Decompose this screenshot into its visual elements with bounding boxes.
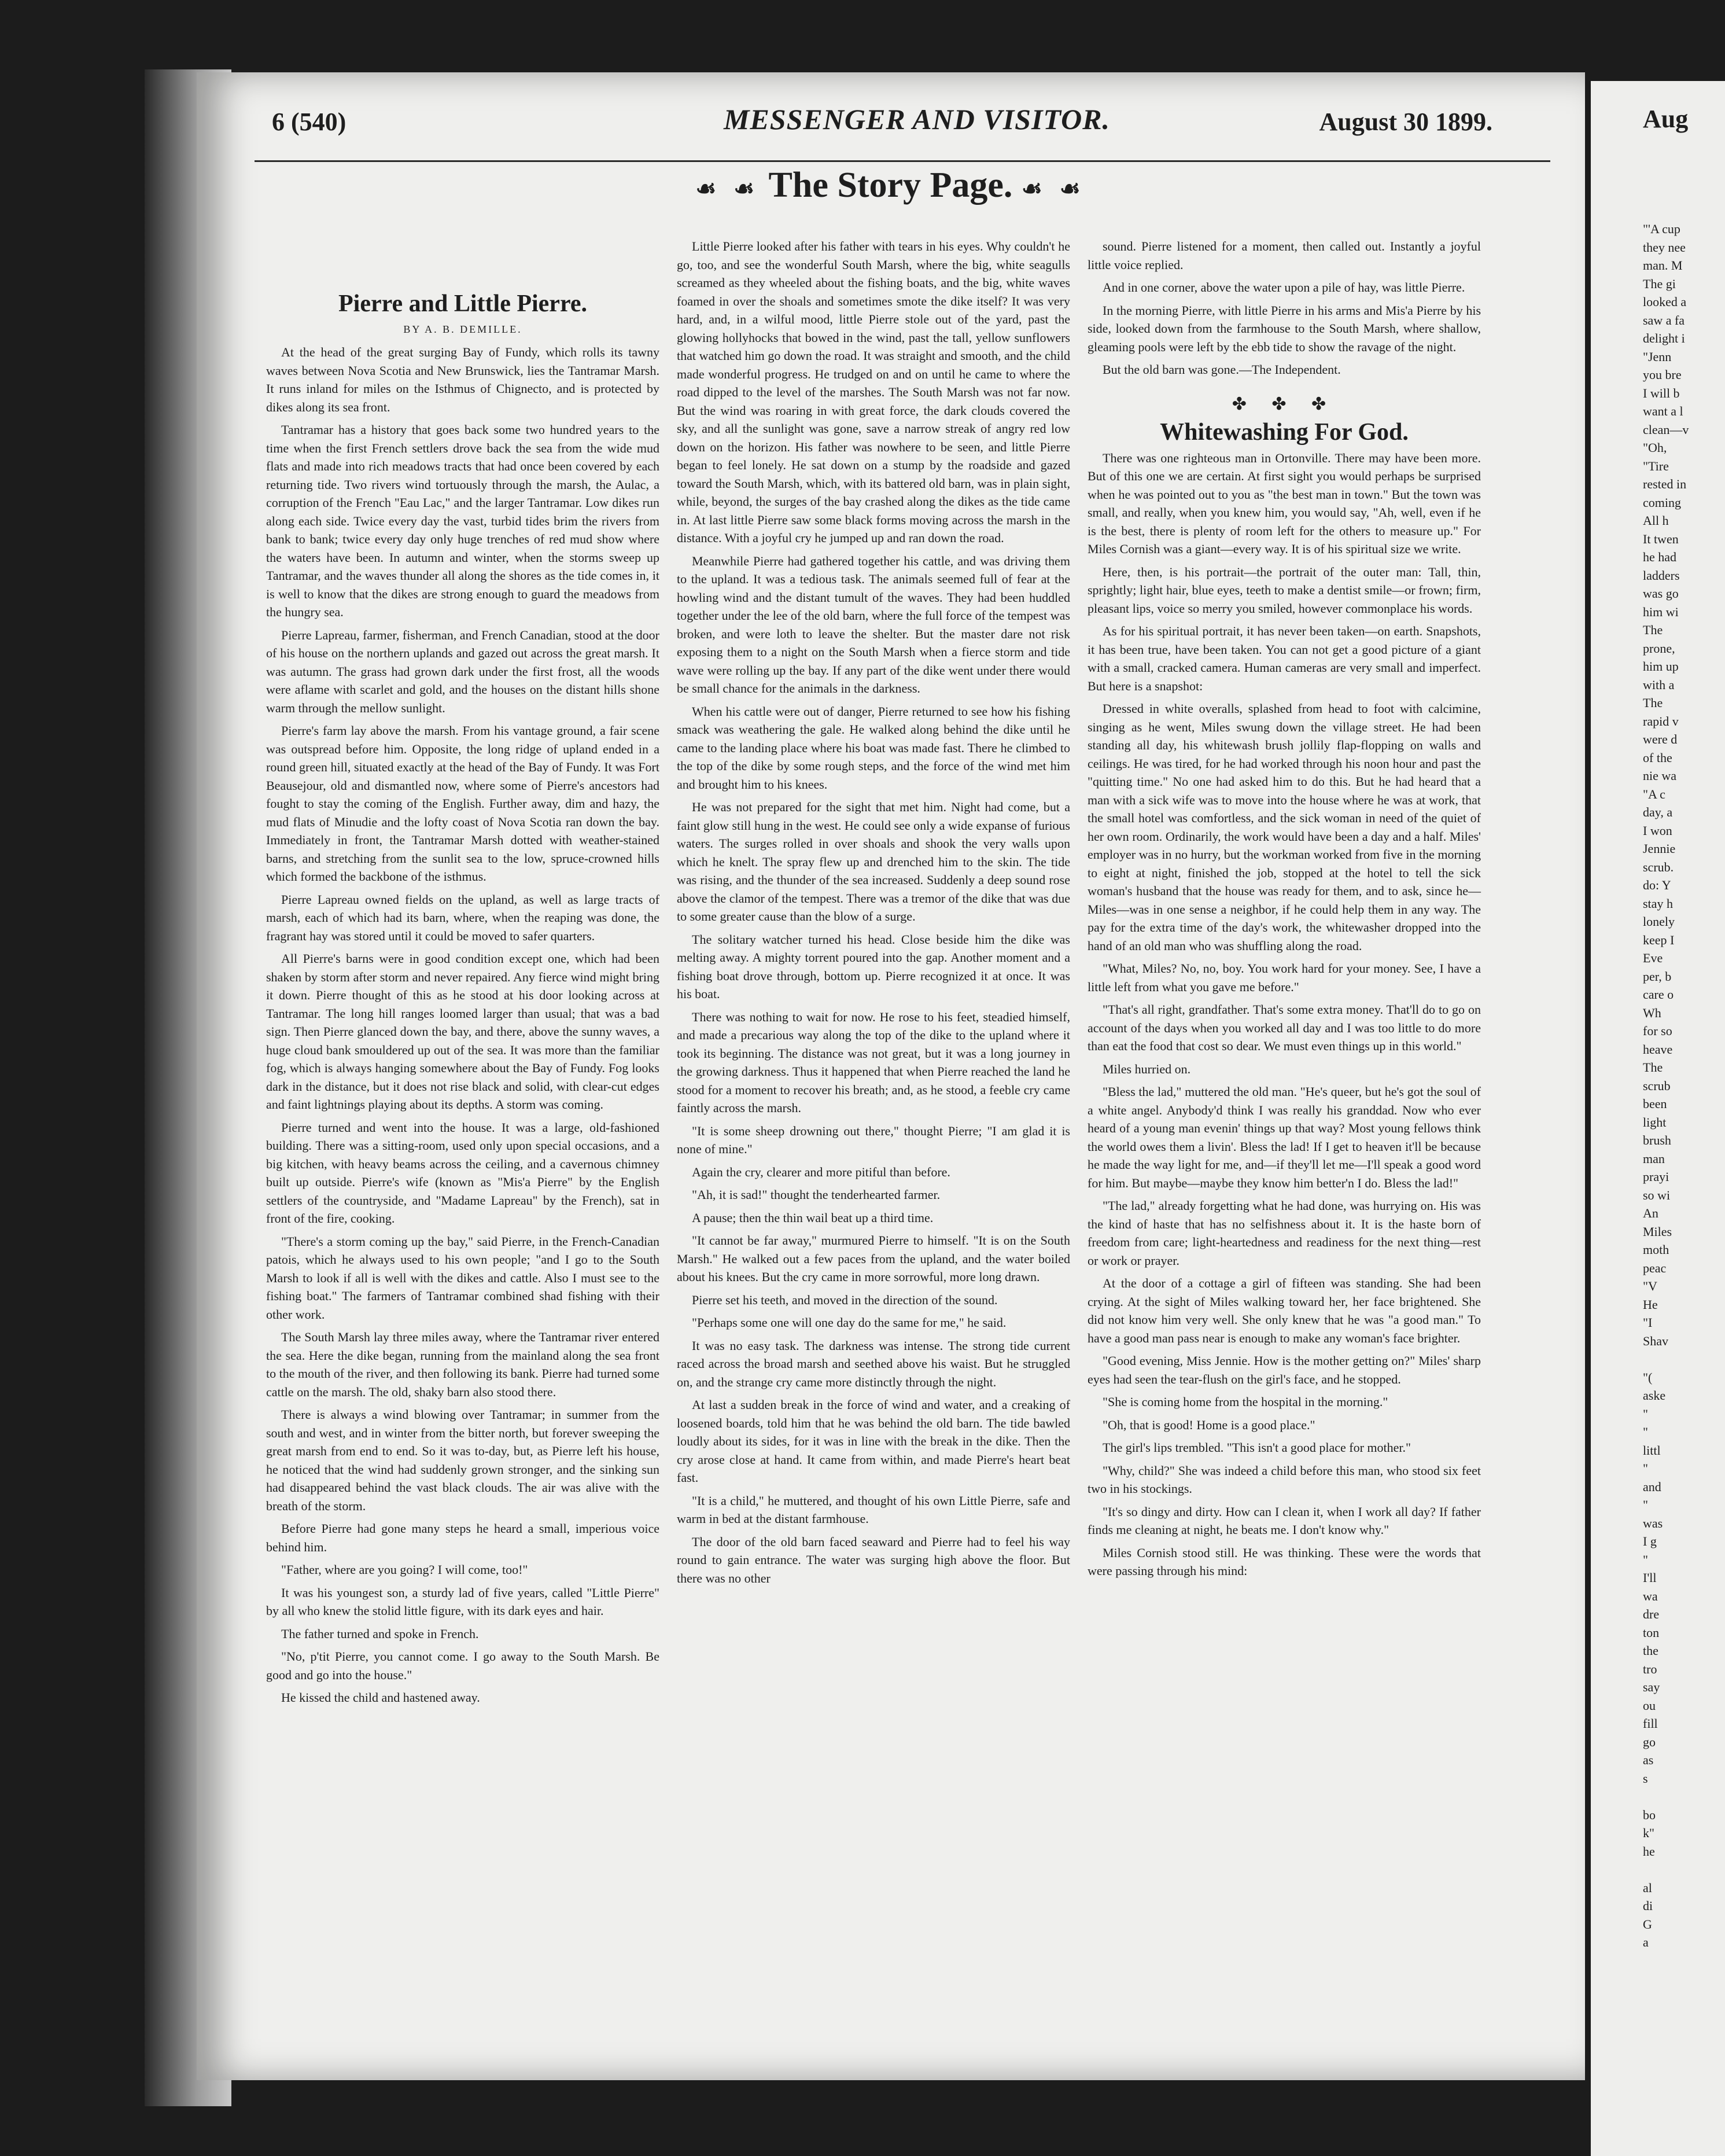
next-page-line: Wh: [1643, 1005, 1661, 1020]
paragraph: And in one corner, above the water upon a pile of hay, was little Pierre.: [1103, 280, 1465, 295]
column-1: [266, 237, 659, 1712]
next-page-line: they nee: [1643, 240, 1686, 255]
paragraph: Pierre turned and went into the house. It was a large, old-fashioned building. There was a sitting-room, used only upon special occasions, and a big kitchen, with heavy beams across the ceiling, and a cavernous chimney built up outside. Pierre's wife (known as "Mis'a Pierre" by the English settlers of the countryside, and "Madame Lapreau" by the French), sat in front of the fire, cooking.: [266, 1120, 659, 1226]
next-page-text: [1643, 220, 1724, 1952]
next-page-line: fill: [1643, 1716, 1658, 1731]
paragraph: "Bless the lad," muttered the old man. "He's queer, but he's got the soul of a white angel. Anybody'd think I was really his granddad. Now who ever heard of a young man evenin' things up that way? Most young fellows think the world owes them a livin'. Bless the lad! If I get to heaven it'll be because he made the way light for me, and—if they'll let me—I'll speak a good word for him. But maybe—maybe they know him better'n I do. Bless the lad!": [1088, 1084, 1481, 1190]
next-page-line: nie wa: [1643, 768, 1677, 783]
column-2: [677, 237, 1070, 1592]
paragraph: The father turned and spoke in French.: [281, 1626, 479, 1641]
paragraph: At last a sudden break in the force of wind and water, and a creaking of loosened boards, told him that he was behind the old barn. The tide bawled loudly about its sides, for it was in line with the break in the dike. Then the cry arose close at hand. It came from within, and made Pierre's heart beat fast.: [677, 1397, 1070, 1485]
next-page-line: ton: [1643, 1625, 1660, 1640]
next-page-line: ": [1643, 1498, 1648, 1512]
issue-date: August 30 1899.: [1319, 108, 1492, 136]
paragraph: Pierre's farm lay above the marsh. From his vantage ground, a fair scene was outspread before him. Opposite, the long ridge of upland ended in a round green hill, situated exactly at the head of the Bay of Fundy. It was Fort Beausejour, old and dismantled now, where some of Pierre's ancestors had fought to stay the coming of the English. Further away, dim and hazy, the mud flats of Minudie and the lofty coast of Nova Scotia ran down the bay. Immediately in front, the Tantramar Marsh dotted with weather-stained barns, and stretching from the sunlit sea to the low, spruce-crowned hills which formed the backbone of the isthmus.: [266, 723, 659, 884]
next-page-line: k": [1643, 1826, 1654, 1840]
next-page-line: looked a: [1643, 295, 1687, 309]
next-page-line: scrub: [1643, 1078, 1671, 1093]
next-page-line: and: [1643, 1479, 1661, 1494]
next-page-line: "Tire: [1643, 458, 1669, 473]
paragraph: The door of the old barn faced seaward and Pierre had to feel his way round to gain entrance. The water was surging high above the floor. But there was no other: [677, 1534, 1070, 1585]
next-page-line: was go: [1643, 586, 1679, 601]
next-page-line: "I: [1643, 1315, 1653, 1330]
next-page-line: light: [1643, 1114, 1667, 1129]
next-page-line: ": [1643, 1425, 1648, 1439]
next-page-line: rested in: [1643, 477, 1687, 491]
next-page-line: man: [1643, 1151, 1665, 1166]
next-page-line: The: [1643, 696, 1663, 710]
paragraph: Pierre set his teeth, and moved in the direction of the sound.: [692, 1292, 998, 1307]
section-divider: ✤ ✤ ✤: [1232, 394, 1337, 414]
section-title: [197, 165, 1585, 206]
next-page-line: "V: [1643, 1279, 1657, 1293]
paragraph: He kissed the child and hastened away.: [281, 1690, 480, 1705]
masthead: [272, 84, 1562, 171]
paragraph: At the door of a cottage a girl of fifteen was standing. She had been crying. At the sight of Miles walking toward her, her face brightened. She did not know him very well. She only knew that he was "a good man." To have a good man pass near is enough to make any woman's face brighter.: [1088, 1276, 1481, 1345]
next-page-line: of the: [1643, 750, 1672, 765]
next-page-edge: [1591, 81, 1725, 2156]
next-page-line: he had: [1643, 550, 1677, 564]
paragraph: He was not prepared for the sight that met him. Night had come, but a faint glow still hung in the west. He could see only a wide expanse of furious waters. The surges rolled in over shoals and shook the very walls upon which he knelt. The spray flew up and drenched him to the skin. The tide was rising, and the thunder of the sea increased. Suddenly a deep sound rose above the clamor of the tempest. There was a tremor of the dike that was due to some greater cause than the blow of a surge.: [677, 800, 1070, 924]
article-byline: BY A. B. DEMILLE.: [403, 323, 522, 335]
paragraph: "It is a child," he muttered, and thought of his own Little Pierre, safe and warm in bed at the distant farmhouse.: [677, 1493, 1070, 1526]
next-page-line: Miles: [1643, 1224, 1672, 1239]
paragraph: As for his spiritual portrait, it has never been taken—on earth. Snapshots, it has been true, have been taken. You can not get a good picture of a giant with a small, cracked camera. Human cameras are very small and imperfect. But here is a snapshot:: [1088, 624, 1481, 693]
header-rule: [255, 160, 1550, 162]
paragraph: "Father, where are you going? I will come, too!": [281, 1562, 528, 1577]
next-page-line: moth: [1643, 1242, 1669, 1257]
next-page-line: prone,: [1643, 641, 1675, 656]
next-page-line: was: [1643, 1515, 1663, 1530]
next-page-line: stay h: [1643, 896, 1673, 911]
paragraph: There was nothing to wait for now. He rose to his feet, steadied himself, and made a precarious way along the top of the dike to the upland where it took its beginning. The distance was not great, but it was a long journey in the growing darkness. Thus it happened that when Pierre reached the land he stood for a moment to recover his breath; and, as he stood, a feeble cry came faintly across the marsh.: [677, 1009, 1070, 1115]
next-page-line: littl: [1643, 1443, 1661, 1458]
next-page-line: he: [1643, 1844, 1655, 1859]
paragraph: "What, Miles? No, no, boy. You work hard for your money. See, I have a little left from what you gave me before.": [1088, 961, 1481, 994]
next-page-line: as: [1643, 1753, 1654, 1767]
next-page-line: Eve: [1643, 951, 1663, 965]
next-page-line: All h: [1643, 513, 1669, 528]
paragraph: Little Pierre looked after his father with tears in his eyes. Why couldn't he go, too, and see the wonderful South Marsh, where the big, white seagulls screamed as they wheeled about the fishing boats, and the big, white waves foamed in over the shoals and sometimes smote the dike itself? It was very hard, and, in a wilful mood, little Pierre stole out of the yard, past the glowing hollyhocks that bowed in the wind, past the tall, yellow sunflowers that watched him go down the road. It was straight and smooth, and the child made wonderful progress. He trudged on and on until he came to where the road dipped to the level of the marshes. The South Marsh was not far now. But the wind was roaring in with great force, the dark clouds covered the sky, and all the sunlight was gone, save a narrow streak of angry red low down on the horizon. His father was nowhere to be seen, and little Pierre began to feel lonely. He sat down on a stump by the roadside and gazed toward the South Marsh, which, with its battered old barn, was in plain sight, while, beyond, the surges of the bay crashed along the dikes as the tide came in. At last little Pierre saw some black forms moving across the marsh in the distance. With a joyful cry he jumped up and ran down the road.: [677, 239, 1070, 545]
next-page-line: ": [1643, 1406, 1648, 1421]
newspaper-page: [197, 72, 1585, 2080]
leaf-ornament-icon: ☙ ☙: [1021, 175, 1086, 202]
next-page-line: do: Y: [1643, 878, 1671, 892]
paragraph: When his cattle were out of danger, Pierre returned to see how his fishing smack was weathering the gale. He walked along behind the dike until he came to the landing place where his boat was made fast. There he climbed to the top of the dike by some rough steps, and the force of the wind met him and brought him to his knees.: [677, 704, 1070, 792]
paragraph: Before Pierre had gone many steps he heard a small, imperious voice behind him.: [266, 1521, 659, 1554]
next-page-line: G: [1643, 1916, 1652, 1931]
next-page-line: [1643, 1350, 1724, 1368]
paragraph: "Why, child?" She was indeed a child before this man, who stood six feet two in his stockings.: [1088, 1463, 1481, 1496]
next-page-line: s: [1643, 1771, 1648, 1786]
article-title: Pierre and Little Pierre.: [338, 290, 587, 317]
next-page-line: The: [1643, 1060, 1663, 1075]
next-page-line: heave: [1643, 1042, 1673, 1057]
next-page-line: with a: [1643, 677, 1675, 692]
next-page-line: ": [1643, 1461, 1648, 1476]
section-title-text: The Story Page.: [768, 165, 1013, 205]
next-page-line: peac: [1643, 1260, 1667, 1275]
paragraph: Pierre Lapreau, farmer, fisherman, and French Canadian, stood at the door of his house on the northern uplands and gazed out across the great marsh. It was autumn. The grass had grown dark under the first frost, all the woods were aflame with scarlet and gold, and the houses on the distant hills shone warm through the mellow sunlight.: [266, 627, 659, 715]
next-page-line: were d: [1643, 732, 1678, 746]
next-page-line: tro: [1643, 1661, 1657, 1676]
paragraph: "That's all right, grandfather. That's some extra money. That'll do to go on account of the days when you worked all day and I was too little to do more than eat the food that cost so dear. We must even things up in this world.": [1088, 1002, 1481, 1053]
next-page-line: al: [1643, 1880, 1652, 1895]
paragraph: "Perhaps some one will one day do the same for me," he said.: [692, 1315, 1007, 1330]
publication-title: MESSENGER AND VISITOR.: [723, 103, 1111, 135]
next-page-line: a: [1643, 1935, 1649, 1949]
next-page-line: clean—v: [1643, 422, 1689, 437]
paragraph: "There's a storm coming up the bay," said Pierre, in the French-Canadian patois, which he always used to his own people; "and I go to the South Marsh to look if all is well with the dikes and cattle. Also I must see to the fishing boat." The farmers of Tantramar combined shad fishing with their other work.: [266, 1234, 659, 1322]
next-page-line: I'll: [1643, 1570, 1657, 1585]
paragraph: Dressed in white overalls, splashed from head to foot with calcimine, singing as he went, Miles swung down the village street. He had been standing all day, his whitewash brush jollily flap-flopping on walls and ceilings. He was tired, for he had worked through his noon hour and past the "quitting time." No one had asked him to do this. But he had heard that a man with a sick wife was to move into the house where he was at work, that the small hotel was comfortless, and the sick woman in need of the quiet of her own room. Ordinarily, the work would have been a day and a half. Miles' employer was in no hurry, but the workman worked from five in the morning to eight at night, finished the job, stopped at the hotel to tell the sick woman's husband that the house was ready for them, and to ask, since he—Miles—was in one sense a neighbor, if he could help them in any way. The pay for the extra time of the day's work, the whitewasher dropped into the hand of an old man who was shuffling along the road.: [1088, 701, 1481, 953]
next-page-line: di: [1643, 1899, 1653, 1913]
next-page-line: brush: [1643, 1133, 1671, 1147]
next-page-line: you bre: [1643, 367, 1682, 382]
paragraph: Again the cry, clearer and more pitiful than before.: [692, 1164, 950, 1179]
paragraph: The girl's lips trembled. "This isn't a good place for mother.": [1103, 1440, 1411, 1455]
next-page-line: delight i: [1643, 331, 1685, 345]
paragraph: "No, p'tit Pierre, you cannot come. I go away to the South Marsh. Be good and go into the house.": [266, 1649, 659, 1682]
paragraph: Pierre Lapreau owned fields on the upland, as well as large tracts of marsh, each of which had its barn, where, when the reaping was done, the fragrant hay was stored until it could be moved to safer quarters.: [266, 892, 659, 943]
next-page-line: the: [1643, 1643, 1658, 1658]
next-page-line: I won: [1643, 823, 1672, 838]
paragraph: Miles Cornish stood still. He was thinking. These were the words that were passing through his mind:: [1088, 1545, 1481, 1578]
next-page-line: "A c: [1643, 786, 1665, 801]
leaf-ornament-icon: ☙ ☙: [695, 175, 761, 202]
paragraph: "It is some sheep drowning out there," thought Pierre; "I am glad it is none of mine.": [677, 1123, 1070, 1156]
paragraph: Meanwhile Pierre had gathered together his cattle, and was driving them to the upland. It was a tedious task. The animals seemed full of fear at the howling wind and the distant tumult of the waves. They had been huddled together under the lee of the old barn, where the full force of the tempest was broken, and were loth to leave the shelter. But the master dare not risk exposing them to a night on the South Marsh when a fierce storm and tide wave were rolling up the bay. If any part of the dike went under there would be small chance for the animals in the darkness.: [677, 553, 1070, 696]
next-page-line: say: [1643, 1680, 1660, 1694]
next-page-line: Shav: [1643, 1333, 1668, 1348]
next-page-line: go: [1643, 1734, 1656, 1749]
next-page-line: I g: [1643, 1534, 1657, 1548]
next-page-line: The: [1643, 623, 1663, 637]
next-page-line: lonely: [1643, 914, 1675, 929]
paragraph: All Pierre's barns were in good condition except one, which had been shaken by storm after storm and never repaired. Any fierce wind might bring it down. Pierre thought of this as he stood at his door looking across at Tantramar. The long hill ranges loomed larger than usual; that was a bad sign. Then Pierre glanced down the bay, and there, above the sunny waves, a huge cloud bank smouldered up out of the sea. It was more than the familiar fog, which is always hanging somewhere about the Bay of Fundy. Fog looks dark in the distance, but it does not rise black and solid, with clear-cut edges and faint lightnings playing about its depths. A storm was coming.: [266, 951, 659, 1112]
paragraph: "It's so dingy and dirty. How can I clean it, when I work all day? If father finds me cleaning at night, he beats me. I don't know why.": [1088, 1504, 1481, 1537]
next-page-line: rapid v: [1643, 713, 1679, 729]
paragraph: The South Marsh lay three miles away, where the Tantramar river entered the sea. Here the dike began, running from the mainland along the sea front to the mouth of the river, and then following its bank. Pierre had turned some cattle on the marsh. The old, shaky barn also stood there.: [266, 1330, 659, 1399]
paragraph: A pause; then the thin wail beat up a third time.: [692, 1210, 934, 1225]
next-page-line: scrub.: [1643, 859, 1674, 874]
next-page-line: for so: [1643, 1024, 1672, 1038]
next-page-line: I will b: [1643, 385, 1680, 400]
next-page-line: Jennie: [1643, 841, 1676, 856]
paragraph: "Ah, it is sad!" thought the tenderhearted farmer.: [692, 1187, 941, 1202]
next-page-line: [1643, 1860, 1724, 1879]
paragraph: At the head of the great surging Bay of Fundy, which rolls its tawny waves between Nova Scotia and New Brunswick, lies the Tantramar Marsh. It runs inland for miles on the Isthmus of Chignecto, and is protected by dikes along its sea front.: [266, 345, 659, 414]
paragraph: sound. Pierre listened for a moment, then called out. Instantly a joyful little voice replied.: [1088, 239, 1481, 272]
next-page-line: ou: [1643, 1698, 1656, 1713]
paragraph: "The lad," already forgetting what he had done, was hurrying on. His was the kind of haste that has no selfishness about it. It is the haste born of freedom from care; light-heartedness and readiness for the next thing—rest or work or prayer.: [1088, 1198, 1481, 1268]
story-credit: But the old barn was gone.—The Independent.: [1103, 362, 1341, 377]
paragraph: There was one righteous man in Ortonville. There may have been more. But of this one we are certain. At first sight you would perhaps be surprised when he was pointed out to you as "the best man in town." But the town was small, and really, when you knew him, you would say, "Ah, well, even if he is the best, there is plenty of room left for the others to measure up." For Miles Cornish was a giant—every way. It is of his spiritual size we write.: [1088, 450, 1481, 556]
paragraph: It was his youngest son, a sturdy lad of five years, called "Little Pierre" by all who knew the stolid little figure, with its dark eyes and hair.: [266, 1585, 659, 1618]
page-number: 6 (540): [272, 108, 347, 136]
next-page-line: "'A cup: [1643, 222, 1680, 236]
next-page-line: The gi: [1643, 276, 1676, 291]
next-page-line: [1643, 1787, 1724, 1806]
next-page-line: him wi: [1643, 604, 1679, 619]
next-page-line: "Jenn: [1643, 349, 1672, 364]
paragraph: Miles hurried on.: [1103, 1061, 1191, 1076]
next-page-line: "Oh,: [1643, 440, 1667, 455]
next-page-line: man. M: [1643, 258, 1683, 273]
paragraph: There is always a wind blowing over Tantramar; in summer from the south and west, and in winter from the bitter north, but forever sweeping the great marsh from end to end. So it was to-day, but, as Pierre left his house, he noticed that the wind had suddenly grown stronger, and the sinking sun had disappeared behind the vast black clouds. The air was alive with the breath of the storm.: [266, 1407, 659, 1513]
next-page-line: per, b: [1643, 969, 1672, 984]
next-page-line: wa: [1643, 1588, 1658, 1603]
next-page-line: prayi: [1643, 1169, 1669, 1184]
next-page-line: "(: [1643, 1370, 1653, 1385]
paragraph: It was no easy task. The darkness was intense. The strong tide current raced across the broad marsh and seethed above his waist. But he struggled on, and the strange cry came more distinctly through the night.: [677, 1338, 1070, 1389]
paragraph: "Good evening, Miss Jennie. How is the mother getting on?" Miles' sharp eyes had seen the tear-flush on the girl's face, and he stopped.: [1088, 1353, 1481, 1386]
next-page-line: want a l: [1643, 404, 1683, 418]
next-page-line: bo: [1643, 1807, 1656, 1822]
next-page-line: It twen: [1643, 531, 1679, 546]
next-page-line: ladders: [1643, 568, 1680, 583]
next-page-line: so wi: [1643, 1187, 1671, 1202]
next-page-line: care o: [1643, 987, 1674, 1002]
paragraph: The solitary watcher turned his head. Close beside him the dike was melting away. A mighty torrent poured into the gap. Another moment and a fishing boat drove through, bottom up. Pierre recognized it at once. It was his boat.: [677, 932, 1070, 1001]
next-page-line: coming: [1643, 495, 1681, 510]
next-page-line: ": [1643, 1552, 1648, 1567]
next-page-line: day, a: [1643, 805, 1673, 819]
next-page-line: been: [1643, 1097, 1667, 1111]
next-page-line: saw a fa: [1643, 312, 1685, 328]
next-page-line: aske: [1643, 1388, 1666, 1403]
paragraph: Here, then, is his portrait—the portrait of the outer man: Tall, thin, sprightly; light hair, blue eyes, teeth to make a dentist smile—or frown; firm, pleasant lips, voice so merry you smiled, however commonplace his words.: [1088, 564, 1481, 616]
paragraph: "It cannot be far away," murmured Pierre to himself. "It is on the South Marsh." He walked out a few paces from the upland, and the water boiled about his knees. But the cry came in more sorrowful, more long drawn.: [677, 1233, 1070, 1284]
column-3: [1088, 237, 1481, 1585]
next-page-line: dre: [1643, 1607, 1660, 1621]
paragraph: "Oh, that is good! Home is a good place.": [1103, 1417, 1315, 1432]
next-page-line: An: [1643, 1206, 1658, 1220]
paragraph: Tantramar has a history that goes back some two hundred years to the time when the first French settlers drove back the sea from the wide mud flats and made into rich meadows tracts that had once been covered by each returning tide. Two rivers wind tortuously through the marsh, the Aulac, a corruption of the French "Eau Lac," and the larger Tantramar. Low dikes run along each side. Twice every day the vast, turbid tides brim the rivers from bank to bank; twice every day only huge trenches of red mud show where the waters have been. In autumn and winter, when the storms sweep up Tantramar, and the waves thunder all along the shores as the tide comes in, it is well to know that the dikes are strong enough to guard the meadows from the hungry sea.: [266, 422, 659, 619]
next-page-line: keep I: [1643, 932, 1675, 947]
paragraph: "She is coming home from the hospital in the morning.": [1103, 1395, 1388, 1409]
next-page-header: Aug: [1643, 105, 1689, 133]
article-title-whitewashing: Whitewashing For God.: [1160, 419, 1409, 446]
next-page-line: him up: [1643, 659, 1679, 674]
next-page-line: He: [1643, 1297, 1658, 1312]
paragraph: In the morning Pierre, with little Pierre in his arms and Mis'a Pierre by his side, looked down from the farmhouse to the South Marsh, where shallow, gleaming pools were left by the ebb tide to show the ravage of the night.: [1088, 303, 1481, 354]
